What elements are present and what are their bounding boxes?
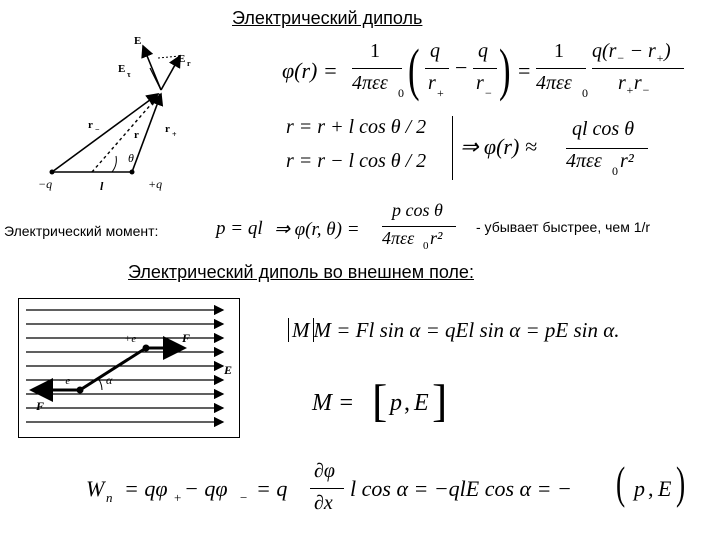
approx-num: ql cos θ: [572, 118, 635, 140]
moment-den: 4πεε: [382, 228, 415, 248]
label-alpha: α: [106, 373, 113, 387]
energy-lhs: W: [86, 476, 105, 501]
energy-E: E: [658, 476, 672, 501]
potential-den: 4πεε: [352, 72, 388, 94]
torque-formula-1: M M = Fl sin α = qEl sin α = pE sin α.: [288, 318, 620, 343]
approx-line2: r = r − l cos θ / 2: [286, 150, 427, 172]
approx-line1: r = r + l cos θ / 2: [286, 116, 427, 138]
potential-q2: q: [478, 40, 488, 62]
torque-formula-2-lhs: M =: [312, 390, 355, 416]
energy-phi-minus-sub: −: [240, 490, 248, 505]
moment-label: Электрический момент:: [4, 223, 159, 239]
potential-paren-right: ): [499, 37, 511, 102]
potential-r-minus: r: [476, 72, 484, 94]
energy-eq4: l cos α = −qlE cos α = −: [350, 476, 572, 501]
moment-implies: ⇒ φ(r, θ) =: [274, 219, 360, 240]
label-E-field: E: [224, 363, 233, 377]
label-r-minus-sub: −: [95, 125, 100, 134]
torque-p: p: [390, 390, 402, 416]
potential-num-right: $q(r_- - r_+)$: [592, 40, 671, 65]
energy-p: p: [634, 476, 645, 501]
potential-q1: q: [430, 40, 440, 62]
approx-den-sub: 0: [612, 164, 618, 178]
energy-num: ∂φ: [314, 460, 335, 482]
label-theta: θ: [128, 151, 134, 165]
label-plus-q: +q: [148, 177, 163, 191]
label-F-bottom: F: [36, 399, 45, 413]
approx-den: 4πεε: [566, 150, 602, 172]
label-minus-e: −e: [58, 375, 71, 387]
energy-phi-plus-sub: +: [174, 490, 182, 505]
label-r-plus-sub: +: [172, 130, 177, 139]
external-field-subtitle: Электрический диполь во внешнем поле:: [128, 262, 474, 282]
potential-one-2: 1: [554, 40, 564, 62]
potential-den-2: 4πεε: [536, 72, 572, 94]
moment-formula: [216, 200, 456, 250]
label-plus-e: +e: [124, 333, 137, 345]
label-r-minus: r: [88, 119, 93, 131]
approx-implies: ⇒ φ(r) ≈: [460, 134, 537, 159]
moment-lhs: p = ql: [216, 218, 263, 239]
potential-r-plus: r: [428, 72, 436, 94]
energy-paren-right: ): [676, 457, 686, 508]
label-l: l: [100, 179, 104, 193]
moment-den-r2: r²: [430, 228, 443, 248]
potential-r-plus-sub: +: [437, 86, 444, 100]
potential-den-sub-2: 0: [582, 86, 588, 100]
label-minus-q: −q: [38, 177, 53, 191]
torque-bracket-left: [: [372, 375, 388, 426]
label-F-top: F: [182, 331, 191, 345]
potential-one: 1: [370, 40, 380, 62]
torque-formula-1-text: M = Fl sin α = qEl sin α = pE sin α.: [313, 318, 620, 342]
potential-minus: −: [455, 55, 468, 80]
energy-den: ∂x: [314, 492, 333, 514]
energy-eq3: = q: [256, 476, 288, 501]
potential-formula: [282, 37, 702, 110]
label-E-theta-sub: τ: [127, 70, 131, 79]
moment-num: p cos θ: [392, 200, 443, 220]
energy-comma: ,: [648, 476, 654, 501]
decay-note: - убывает быстрее, чем 1/r: [476, 219, 651, 235]
label-E-r-sub: r: [187, 59, 191, 68]
potential-r-minus-sub: −: [485, 86, 492, 100]
dipole-diagram: [30, 28, 220, 200]
torque-E: E: [414, 390, 429, 416]
potential-lhs: φ(r) =: [282, 58, 338, 83]
torque-bracket-right: ]: [432, 375, 448, 426]
label-E-theta: E: [118, 63, 126, 75]
dipole-in-field-diagram: [18, 298, 240, 438]
energy-paren-left: (: [616, 457, 626, 508]
potential-den-right: $r_+r_-$: [618, 72, 650, 97]
moment-den-sub: 0: [423, 240, 429, 252]
potential-den-sub: 0: [398, 86, 404, 100]
slide-title: Электрический диполь: [232, 8, 423, 28]
potential-equals: =: [518, 58, 531, 83]
label-E-r: E: [178, 53, 186, 65]
energy-formula: [86, 458, 706, 522]
approx-den-r2: r²: [620, 150, 634, 172]
torque-comma: ,: [404, 390, 410, 416]
torque-formula-2: [312, 375, 462, 432]
energy-lhs-sub: п: [106, 490, 113, 505]
energy-eq2: − qφ: [184, 476, 228, 501]
label-E: E: [134, 35, 142, 47]
label-r: r: [134, 129, 139, 141]
label-r-plus: r: [165, 123, 170, 135]
approximation-block: [282, 116, 702, 186]
potential-paren-left: (: [408, 37, 420, 102]
energy-eq1: = qφ: [124, 476, 168, 501]
